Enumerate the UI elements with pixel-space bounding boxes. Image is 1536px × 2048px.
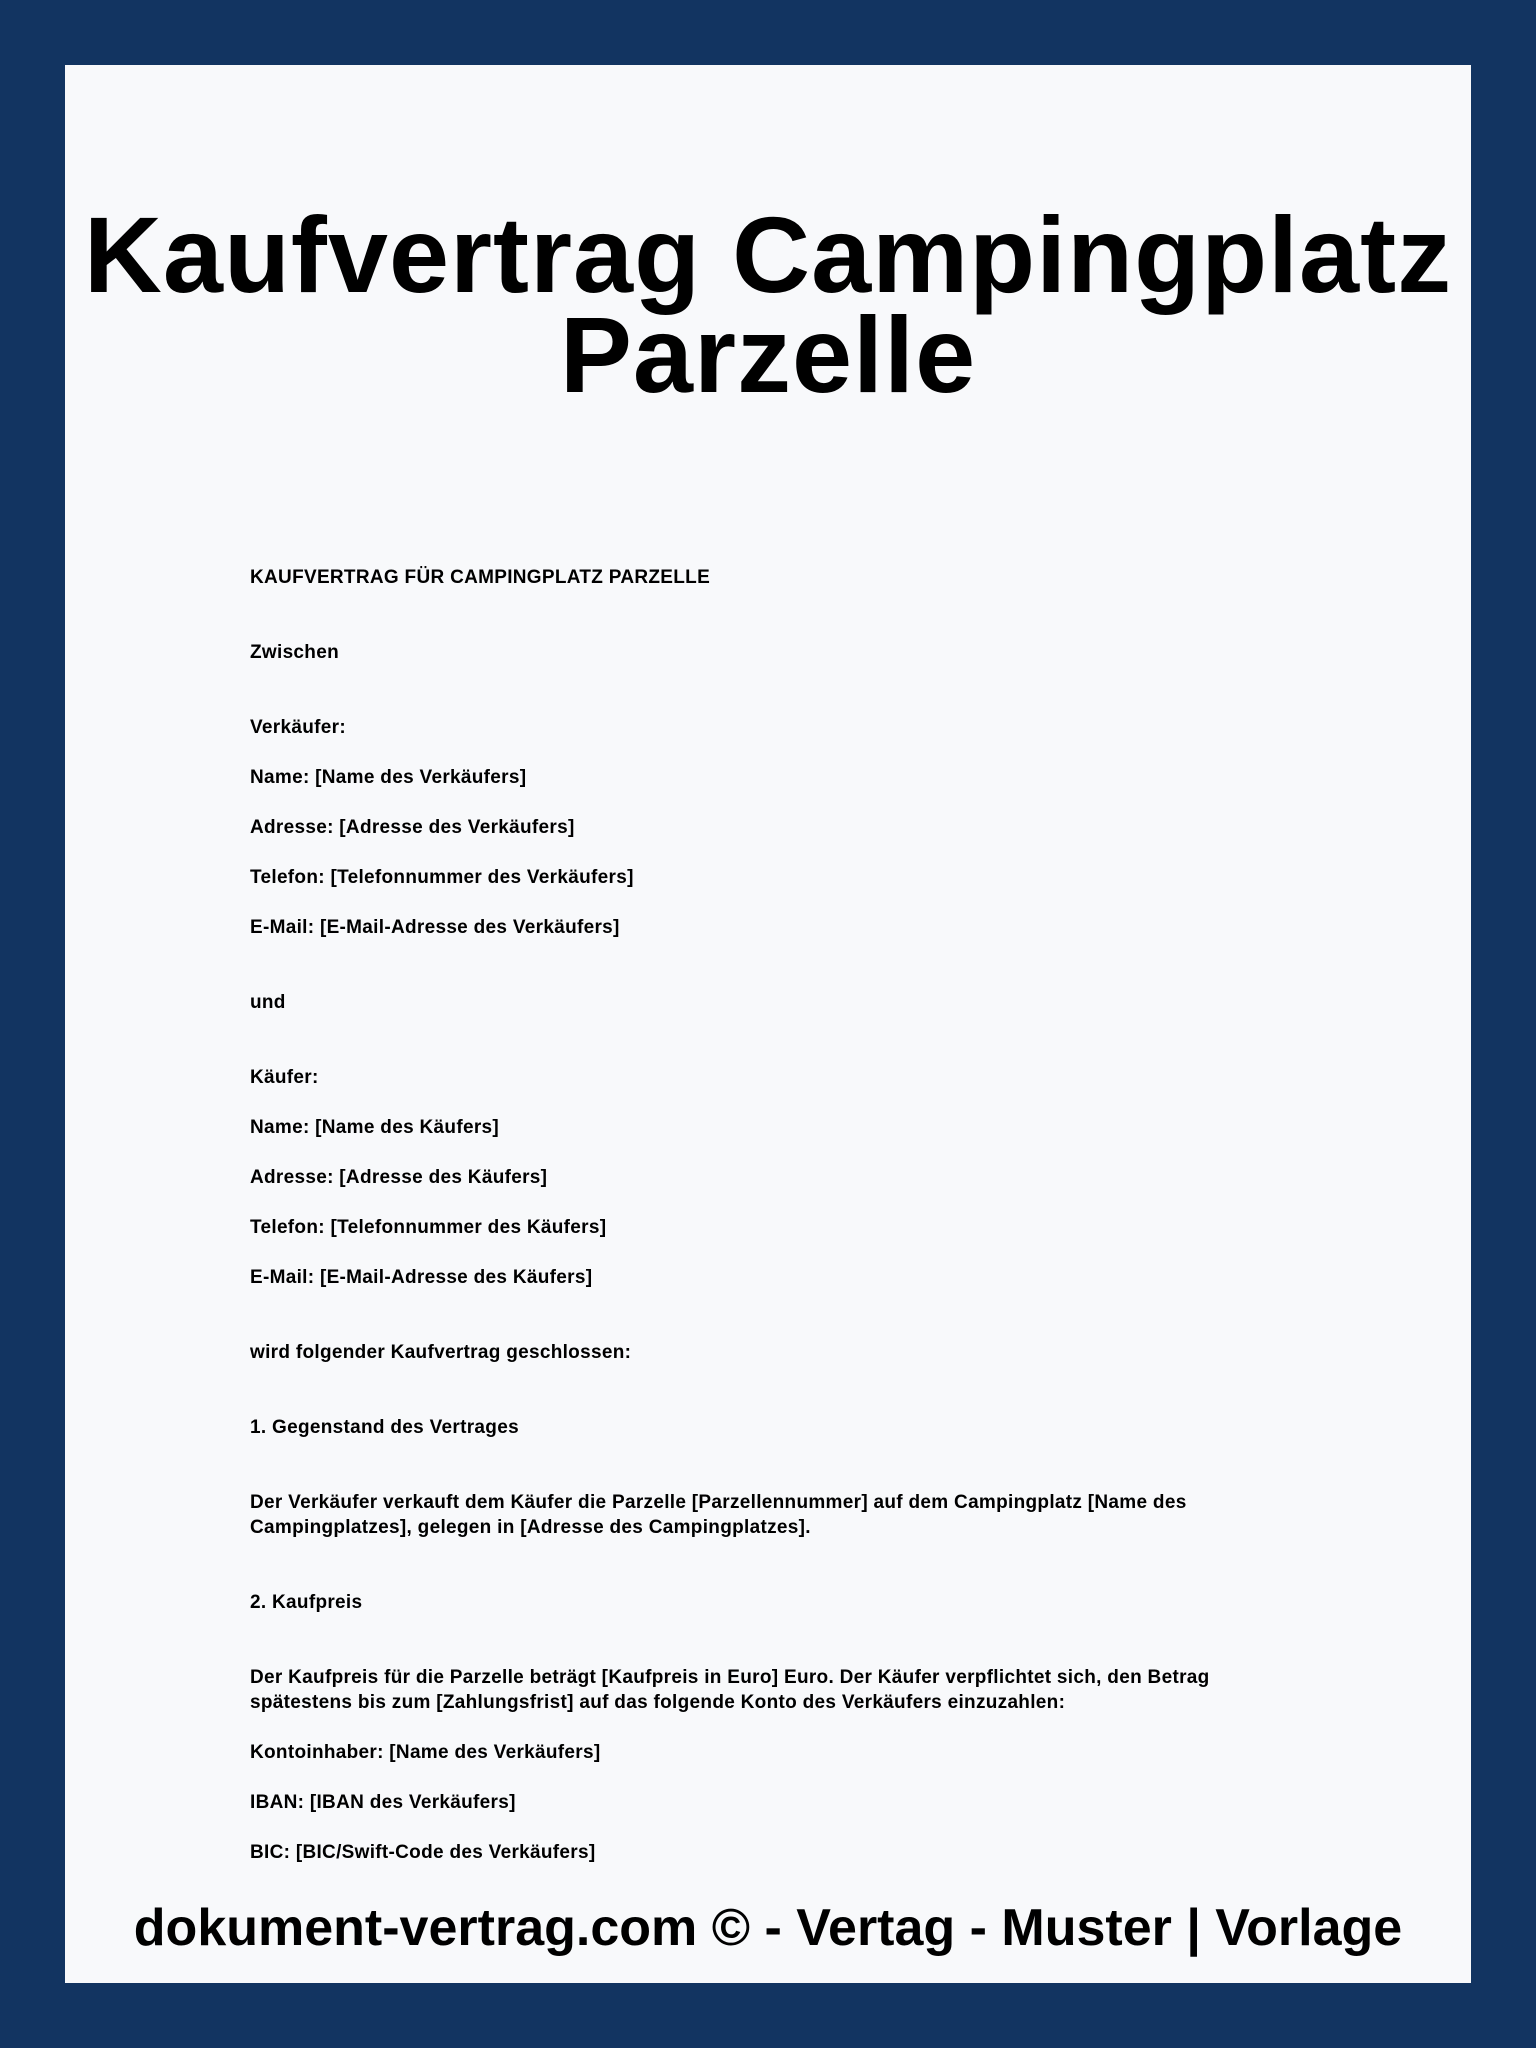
- section-2-heading: 2. Kaufpreis: [250, 1592, 363, 1613]
- buyer-phone: Telefon: [Telefonnummer des Käufers]: [250, 1217, 607, 1238]
- title-line-1: Kaufvertrag Campingplatz: [83, 194, 1453, 315]
- account-holder: Kontoinhaber: [Name des Verkäufers]: [250, 1742, 601, 1763]
- bic: BIC: [BIC/Swift-Code des Verkäufers]: [250, 1842, 596, 1863]
- seller-email: E-Mail: [E-Mail-Adresse des Verkäufers]: [250, 917, 620, 938]
- title-line-2: Parzelle: [559, 294, 977, 415]
- contract-intro: wird folgender Kaufvertrag geschlossen:: [250, 1342, 632, 1363]
- seller-phone: Telefon: [Telefonnummer des Verkäufers]: [250, 867, 634, 888]
- buyer-label: Käufer:: [250, 1067, 319, 1088]
- section-1-heading: 1. Gegenstand des Vertrages: [250, 1417, 519, 1438]
- seller-label: Verkäufer:: [250, 717, 346, 738]
- seller-address: Adresse: [Adresse des Verkäufers]: [250, 817, 575, 838]
- buyer-email: E-Mail: [E-Mail-Adresse des Käufers]: [250, 1267, 593, 1288]
- contract-heading: KAUFVERTRAG FÜR CAMPINGPLATZ PARZELLE: [250, 567, 711, 588]
- buyer-name: Name: [Name des Käufers]: [250, 1117, 500, 1138]
- document-page: [65, 65, 1471, 1983]
- iban: IBAN: [IBAN des Verkäufers]: [250, 1792, 516, 1813]
- section-2-text: Der Kaufpreis für die Parzelle beträgt [Kaufpreis in Euro] Euro. Der Käufer verpflichtet sich, den Betrag spätestens bis zum [Zahlungsfrist] auf das folgende Konto des Verkäufers einzuzahlen:: [250, 1667, 1210, 1713]
- seller-name: Name: [Name des Verkäufers]: [250, 767, 527, 788]
- footer-watermark: dokument-vertrag.com © - Vertag - Muster | Vorlage: [133, 1899, 1403, 1957]
- document-title: [65, 194, 1471, 415]
- section-1-text: Der Verkäufer verkauft dem Käufer die Parzelle [Parzellennummer] auf dem Campingplatz [Name des Campingplatzes], gelegen in [Adresse des Campingplatzes].: [250, 1492, 1187, 1538]
- buyer-address: Adresse: [Adresse des Käufers]: [250, 1167, 548, 1188]
- between-label: Zwischen: [250, 642, 339, 663]
- and-label: und: [250, 992, 286, 1013]
